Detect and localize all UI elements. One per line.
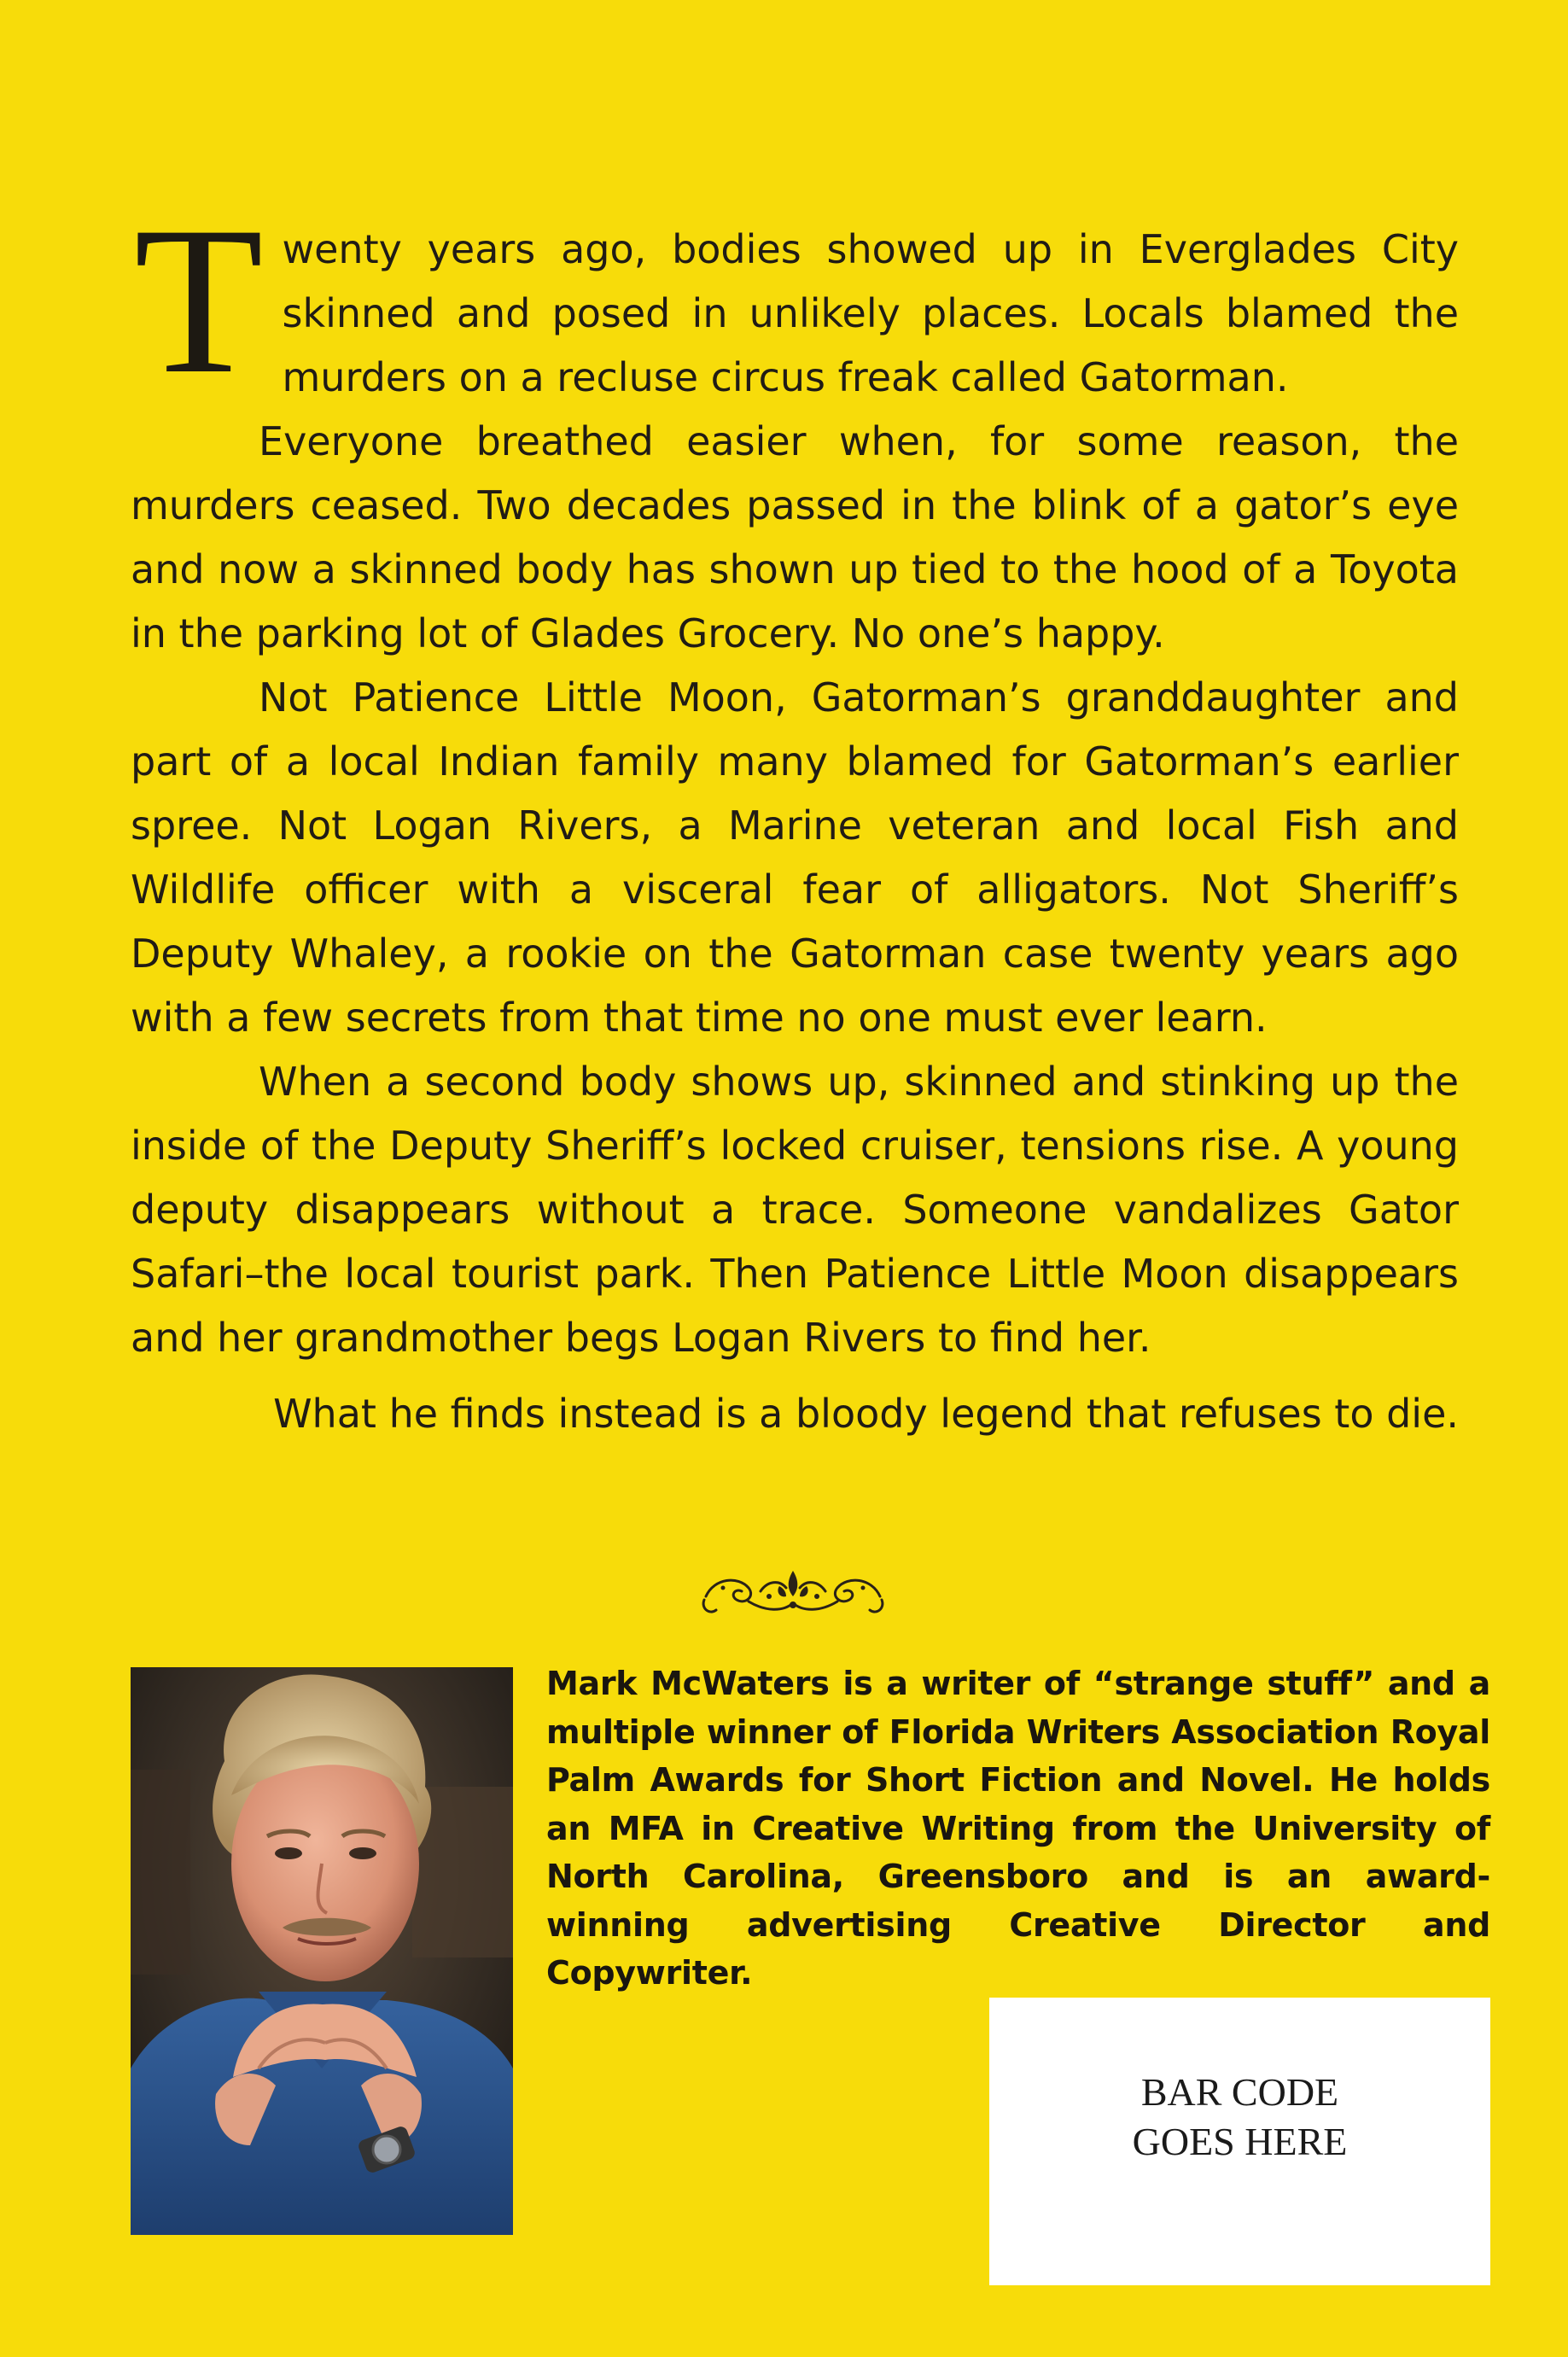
flourish-ornament-icon	[697, 1562, 889, 1620]
author-portrait-image	[131, 1667, 513, 2235]
synopsis-closing-line: What he finds instead is a bloody legend that refuses to die.	[273, 1391, 1459, 1437]
synopsis-paragraph-1-text: wenty years ago, bodies showed up in Everglades City skinned and posed in unlikely places. Locals blamed the murders on a recluse circus freak called Gatorman.	[282, 226, 1459, 400]
barcode-placeholder	[989, 1998, 1490, 2285]
synopsis-blurb	[131, 183, 1459, 1446]
barcode-line-1: BAR CODE	[1140, 2070, 1339, 2114]
synopsis-paragraph-4: When a second body shows up, skinned and stinking up the inside of the Deputy Sheriff’s locked cruiser, tensions rise. A young deputy disappears without a trace. Someone vandalizes Gator Safari–the local tourist park. Then Patience Little Moon disappears and her grandmother begs Logan Rivers to find her.	[131, 1059, 1459, 1361]
author-photo	[131, 1667, 513, 2235]
barcode-line-2: GOES HERE	[1132, 2120, 1348, 2163]
drop-cap-letter: T	[134, 183, 264, 417]
synopsis-paragraph-1	[131, 183, 1459, 417]
synopsis-paragraph-3: Not Patience Little Moon, Gatorman’s granddaughter and part of a local Indian family many blamed for Gatorman’s earlier spree. Not Logan Rivers, a Marine veteran and local Fish and Wildlife officer with a visceral fear of alligators. Not Sheriff’s Deputy Whaley, a rookie on the Gatorman case twenty years ago with a few secrets from that time no one must ever learn.	[131, 674, 1459, 1041]
synopsis-paragraph-2: Everyone breathed easier when, for some reason, the murders ceased. Two decades passed in the blink of a gator’s eye and now a skinned body has shown up tied to the hood of a Toyota in the parking lot of Glades Grocery. No one’s happy.	[131, 418, 1459, 656]
barcode-placeholder-text	[989, 2068, 1490, 2167]
author-bio: Mark McWaters is a writer of “strange stuff” and a multiple winner of Florida Writers Association Royal Palm Awards for Short Fiction and Novel. He holds an MFA in Creative Writing from the University of North Carolina, Greensboro and is an award-winning advertising Creative Director and Copywriter.	[546, 1665, 1490, 1992]
